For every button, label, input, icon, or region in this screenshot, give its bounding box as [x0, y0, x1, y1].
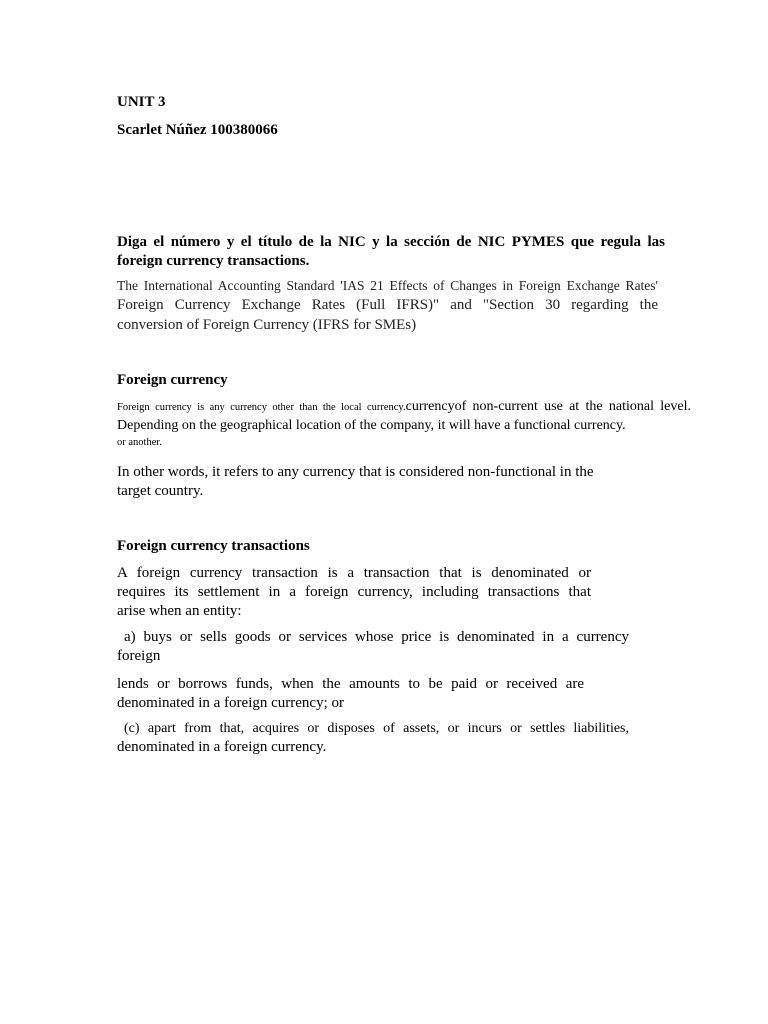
item-a-line-1: a) buys or sells goods or services whose price is denominated in a currency	[124, 629, 629, 645]
definition-small-text: Foreign currency is any currency other than the local currency.	[117, 402, 406, 413]
item-c-line-2: denominated in a foreign currency.	[117, 739, 327, 755]
item-a	[117, 628, 629, 666]
author-line: Scarlet Núñez 100380066	[117, 122, 278, 138]
definition-line-3: or another.	[117, 437, 162, 448]
question-line-2: foreign currency transactions.	[117, 253, 310, 269]
heading-transactions: Foreign currency transactions	[117, 538, 310, 554]
definition-line-1-rest: currencyof non-current use at the national level.	[405, 399, 691, 414]
foreign-currency-paragraph-2	[117, 463, 617, 501]
item-c-line-1: (c) apart from that, acquires or disposes of assets, or incurs or settles liabilities,	[124, 721, 629, 736]
paragraph-2-line-2: target country.	[117, 483, 204, 499]
answer-line-1: The International Accounting Standard 'IAS 21 Effects of Changes in Foreign Exchange Rates'	[117, 278, 658, 293]
item-b	[117, 675, 584, 713]
item-b-line-2: denominated in a foreign currency; or	[117, 695, 344, 711]
transactions-intro	[117, 564, 591, 621]
item-b-line-1: lends or borrows funds, when the amounts to be paid or received are	[117, 676, 584, 692]
item-a-line-2: foreign	[117, 648, 161, 664]
answer-line-3: conversion of Foreign Currency (IFRS for SMEs)	[117, 317, 417, 333]
answer-line-2: Foreign Currency Exchange Rates (Full IFRS)" and "Section 30 regarding the	[117, 297, 658, 313]
foreign-currency-definition	[117, 398, 691, 451]
intro-line-2: requires its settlement in a foreign currency, including transactions that	[117, 584, 591, 600]
intro-line-1: A foreign currency transaction is a transaction that is denominated or	[117, 565, 591, 581]
paragraph-2-line-1: In other words, it refers to any currency that is considered non-functional in the	[117, 464, 594, 480]
question-line-1: Diga el número y el título de la NIC y la sección de NIC PYMES que regula las	[117, 234, 665, 250]
answer-block	[117, 277, 658, 335]
question-block	[117, 233, 665, 271]
intro-line-3: arise when an entity:	[117, 603, 242, 619]
definition-line-2: Depending on the geographical location of the company, it will have a functional currency.	[117, 418, 626, 433]
unit-title: UNIT 3	[117, 94, 166, 110]
item-c	[117, 719, 629, 757]
heading-foreign-currency: Foreign currency	[117, 372, 228, 388]
definition-line-1	[117, 398, 691, 417]
